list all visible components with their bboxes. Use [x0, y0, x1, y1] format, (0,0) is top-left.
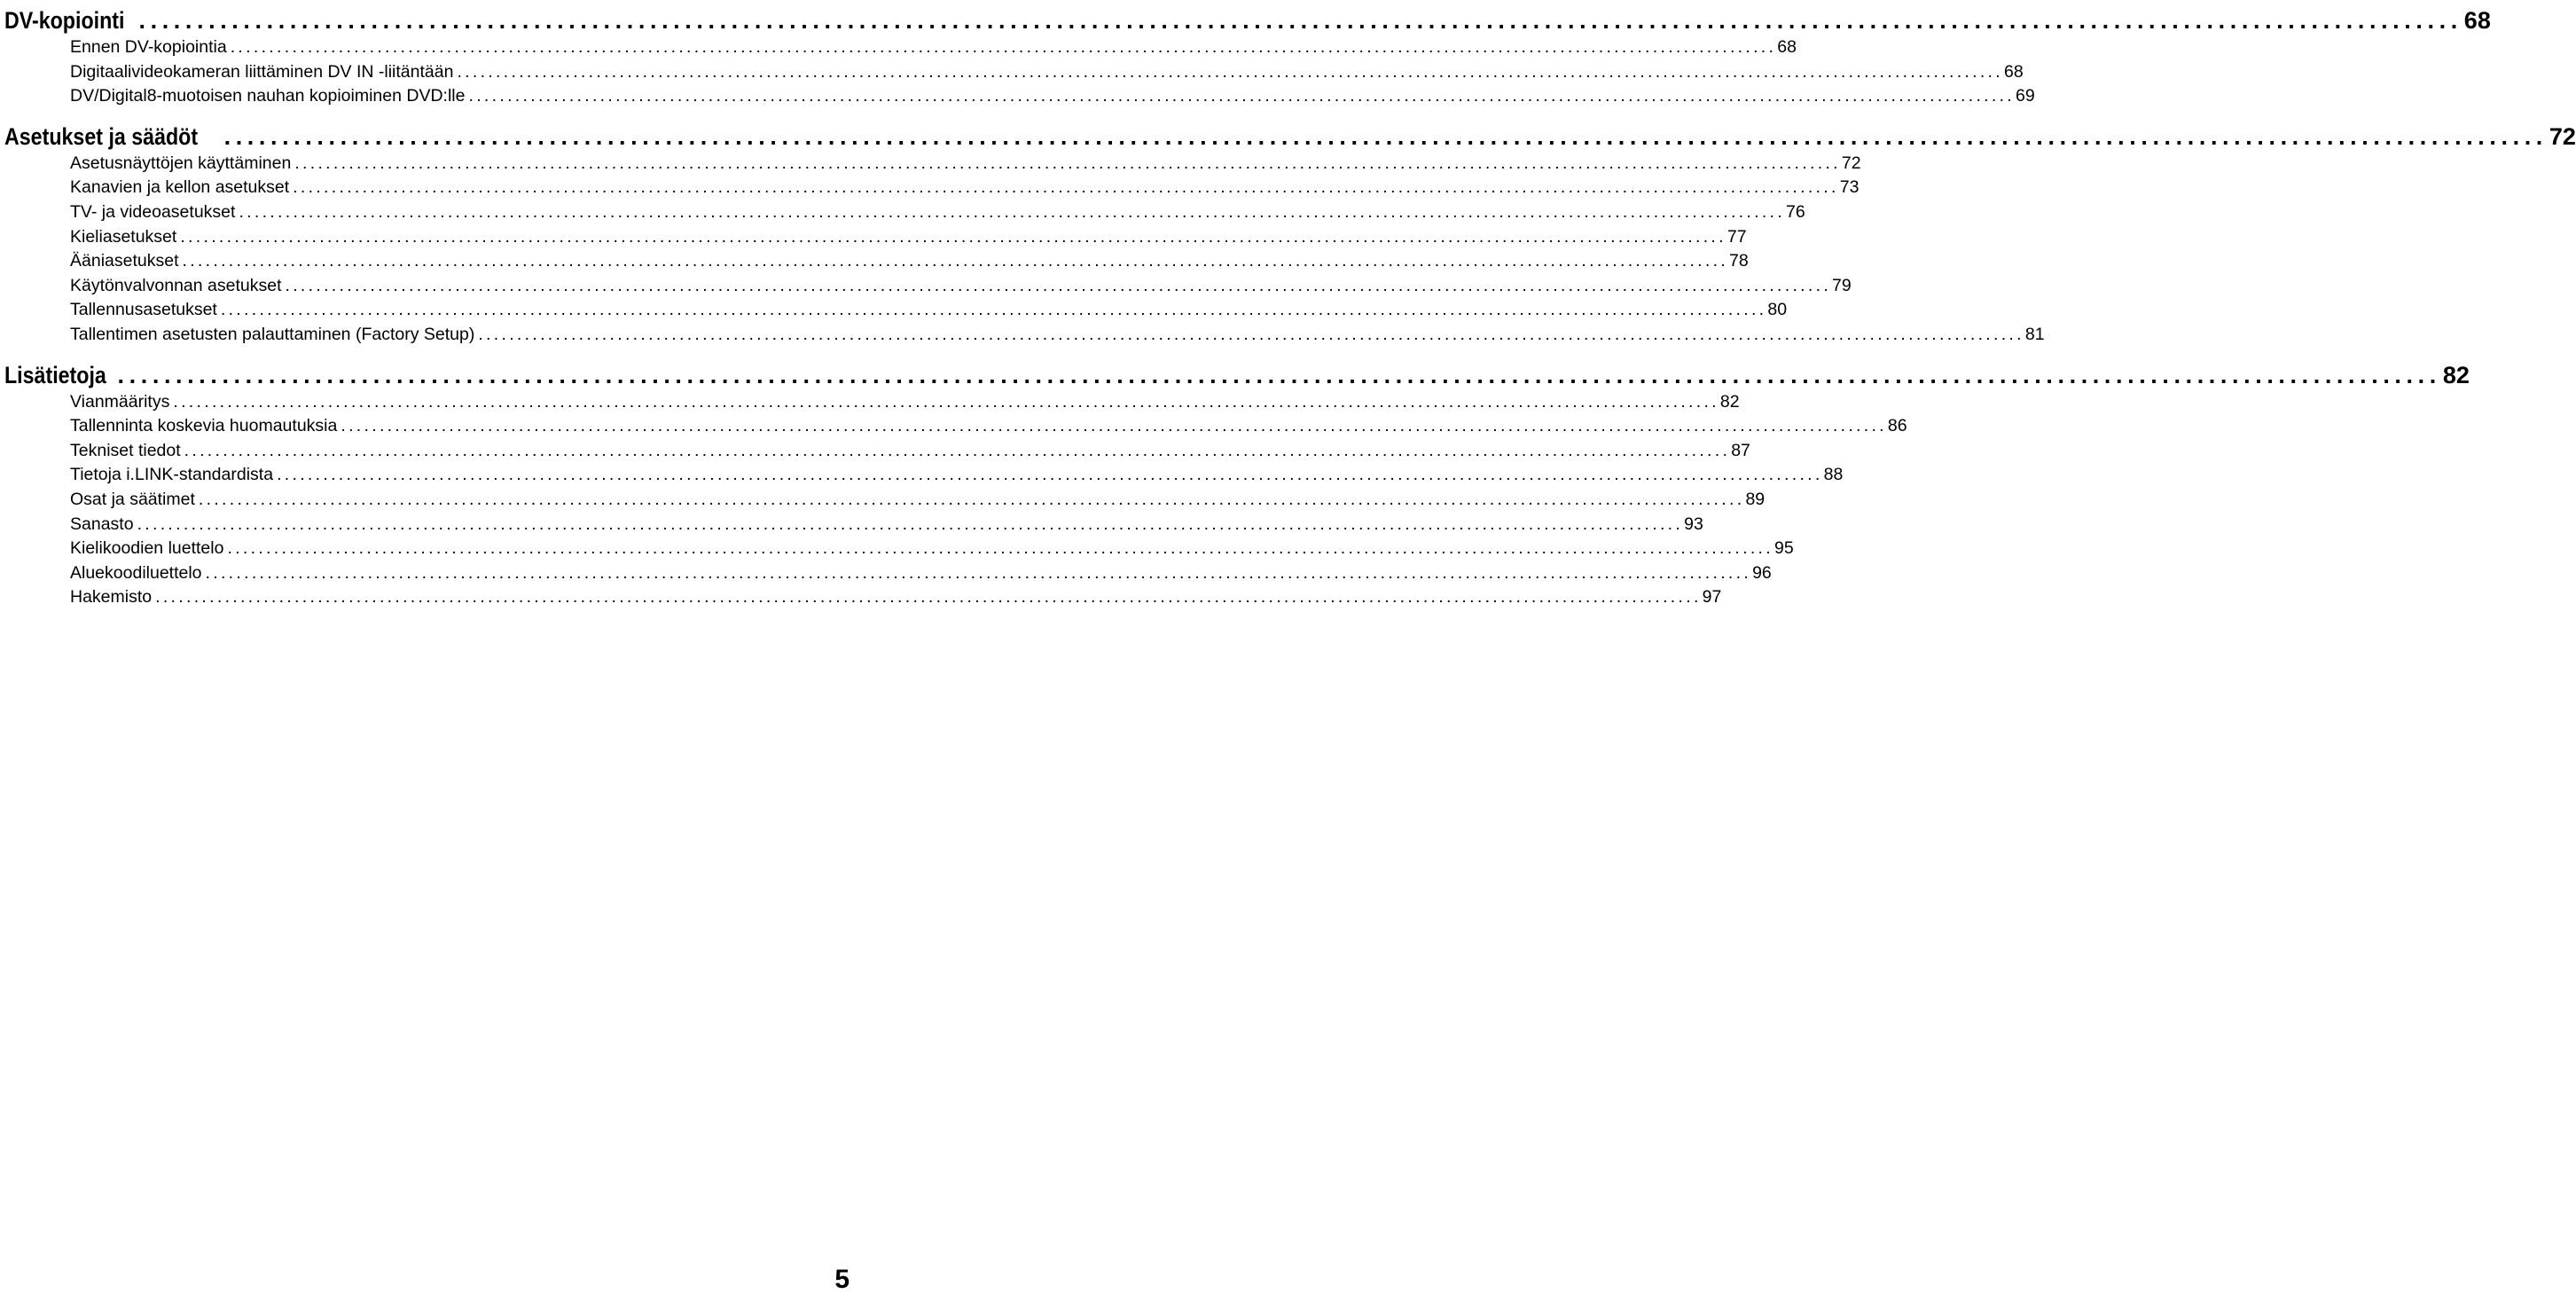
entry-page-number: 88 [1823, 465, 1844, 485]
entry-page-number: 78 [1729, 251, 1749, 271]
dot-leader: ........................................................................................................................................................................................................ [227, 538, 1773, 559]
entry-page-number: 69 [2016, 86, 2035, 106]
entry-title: Kanavien ja kellon asetukset [70, 177, 290, 198]
entry-page-number: 82 [1719, 391, 1740, 412]
dot-leader: ........................................................................................................................................................................................................ [138, 7, 2462, 34]
entry-page-number: 73 [1839, 177, 1860, 198]
entry-page-number: 76 [1785, 201, 1805, 222]
dot-leader: ........................................................................................................................................................................................................ [293, 177, 1839, 198]
toc-entry[interactable] [70, 152, 1861, 176]
entry-title: Sanasto [70, 514, 134, 534]
toc-entry[interactable] [70, 537, 1794, 561]
entry-title: Vianmääritys [70, 391, 170, 412]
dot-leader: ........................................................................................................................................................................................................ [468, 86, 2016, 106]
section-heading-row[interactable] [4, 122, 2576, 152]
toc-entry[interactable] [70, 439, 1750, 464]
entry-page-number: 68 [1777, 37, 1797, 57]
section-heading: Lisätietoja [4, 361, 106, 388]
toc-entry[interactable] [70, 488, 1766, 513]
section-heading-row[interactable] [4, 5, 2491, 35]
toc-entry[interactable] [70, 176, 1860, 200]
toc-entry[interactable] [70, 84, 2035, 109]
entry-title: Kieliasetukset [70, 226, 177, 247]
page-number: 5 [834, 1265, 850, 1294]
dot-leader: ........................................................................................................................................................................................................ [117, 361, 2441, 388]
dot-leader: ........................................................................................................................................................................................................ [205, 562, 1752, 583]
entry-page-number: 89 [1745, 489, 1766, 509]
dot-leader: ........................................................................................................................................................................................................ [155, 587, 1702, 608]
entry-title: Hakemisto [70, 587, 153, 608]
entry-page-number: 95 [1774, 538, 1794, 559]
section-page-number: 68 [2463, 7, 2491, 34]
toc-entry[interactable] [70, 274, 1852, 299]
entry-title: Asetusnäyttöjen käyttäminen [70, 153, 292, 173]
dot-leader: ........................................................................................................................................................................................................ [230, 37, 1777, 57]
dot-leader: ........................................................................................................................................................................................................ [239, 201, 1785, 222]
entry-title: Tallentimen asetusten palauttaminen (Factory Setup) [70, 324, 475, 344]
entry-title: Tekniset tiedot [70, 440, 181, 460]
dot-leader: ........................................................................................................................................................................................................ [277, 465, 1823, 485]
toc-entry[interactable] [70, 225, 1747, 250]
entry-title: DV/Digital8-muotoisen nauhan kopioiminen DVD:lle [70, 86, 466, 106]
entry-title: Kielikoodien luettelo [70, 538, 224, 559]
entry-title: Ääniasetukset [70, 251, 179, 271]
toc-entry[interactable] [70, 60, 2024, 85]
dot-leader: ........................................................................................................................................................................................................ [457, 61, 2003, 82]
toc-entry[interactable] [70, 463, 1844, 488]
dot-leader: ........................................................................................................................................................................................................ [220, 300, 1767, 320]
entry-page-number: 81 [2024, 324, 2045, 344]
entry-title: Osat ja säätimet [70, 489, 195, 509]
entry-title: Tallenninta koskevia huomautuksia [70, 416, 338, 436]
entry-page-number: 80 [1767, 300, 1788, 320]
entry-page-number: 97 [1702, 587, 1722, 608]
dot-leader: ........................................................................................................................................................................................................ [341, 416, 1887, 436]
dot-leader: ........................................................................................................................................................................................................ [184, 440, 1731, 460]
entry-page-number: 79 [1832, 275, 1852, 295]
toc-entry[interactable] [70, 35, 1797, 60]
dot-leader: ........................................................................................................................................................................................................ [294, 153, 1841, 173]
entry-title: Käytönvalvonnan asetukset [70, 275, 282, 295]
toc-entry[interactable] [70, 513, 1703, 537]
section-page-number: 82 [2442, 361, 2470, 388]
toc-section [0, 5, 2491, 109]
dot-leader: ........................................................................................................................................................................................................ [198, 489, 1745, 509]
toc-entry[interactable] [70, 249, 1749, 274]
section-heading: Asetukset ja säädöt [4, 122, 199, 150]
entry-page-number: 77 [1726, 226, 1747, 247]
entry-title: Digitaalivideokameran liittäminen DV IN -liitäntään [70, 61, 454, 82]
section-heading: DV-kopiointi [4, 7, 125, 34]
toc-section [0, 360, 2470, 610]
dot-leader: ........................................................................................................................................................................................................ [223, 122, 2548, 150]
entry-page-number: 87 [1731, 440, 1750, 460]
section-page-number: 72 [2549, 122, 2576, 150]
entry-page-number: 86 [1887, 416, 1907, 436]
dot-leader: ........................................................................................................................................................................................................ [180, 226, 1726, 247]
dot-leader: ........................................................................................................................................................................................................ [285, 275, 1832, 295]
toc-entry[interactable] [70, 561, 1772, 586]
dot-leader: ........................................................................................................................................................................................................ [173, 391, 1719, 412]
entry-page-number: 68 [2004, 61, 2024, 82]
table-of-contents [0, 0, 2576, 610]
toc-entry[interactable] [70, 414, 1907, 439]
section-heading-row[interactable] [4, 360, 2470, 390]
dot-leader: ........................................................................................................................................................................................................ [478, 324, 2024, 344]
entry-title: Aluekoodiluettelo [70, 562, 202, 583]
entry-title: Tallennusasetukset [70, 300, 217, 320]
toc-entry[interactable] [70, 585, 1722, 610]
entry-title: Tietoja i.LINK-standardista [70, 465, 274, 485]
dot-leader: ........................................................................................................................................................................................................ [182, 251, 1729, 271]
toc-entry[interactable] [70, 200, 1805, 225]
toc-entry[interactable] [70, 390, 1740, 415]
toc-entry[interactable] [70, 323, 2045, 348]
entry-page-number: 72 [1841, 153, 1861, 173]
toc-section [0, 122, 2576, 348]
dot-leader: ........................................................................................................................................................................................................ [137, 514, 1684, 534]
entry-page-number: 96 [1752, 562, 1772, 583]
entry-page-number: 93 [1684, 514, 1703, 534]
entry-title: TV- ja videoasetukset [70, 201, 236, 222]
toc-entry[interactable] [70, 298, 1788, 323]
entry-title: Ennen DV-kopiointia [70, 37, 227, 57]
